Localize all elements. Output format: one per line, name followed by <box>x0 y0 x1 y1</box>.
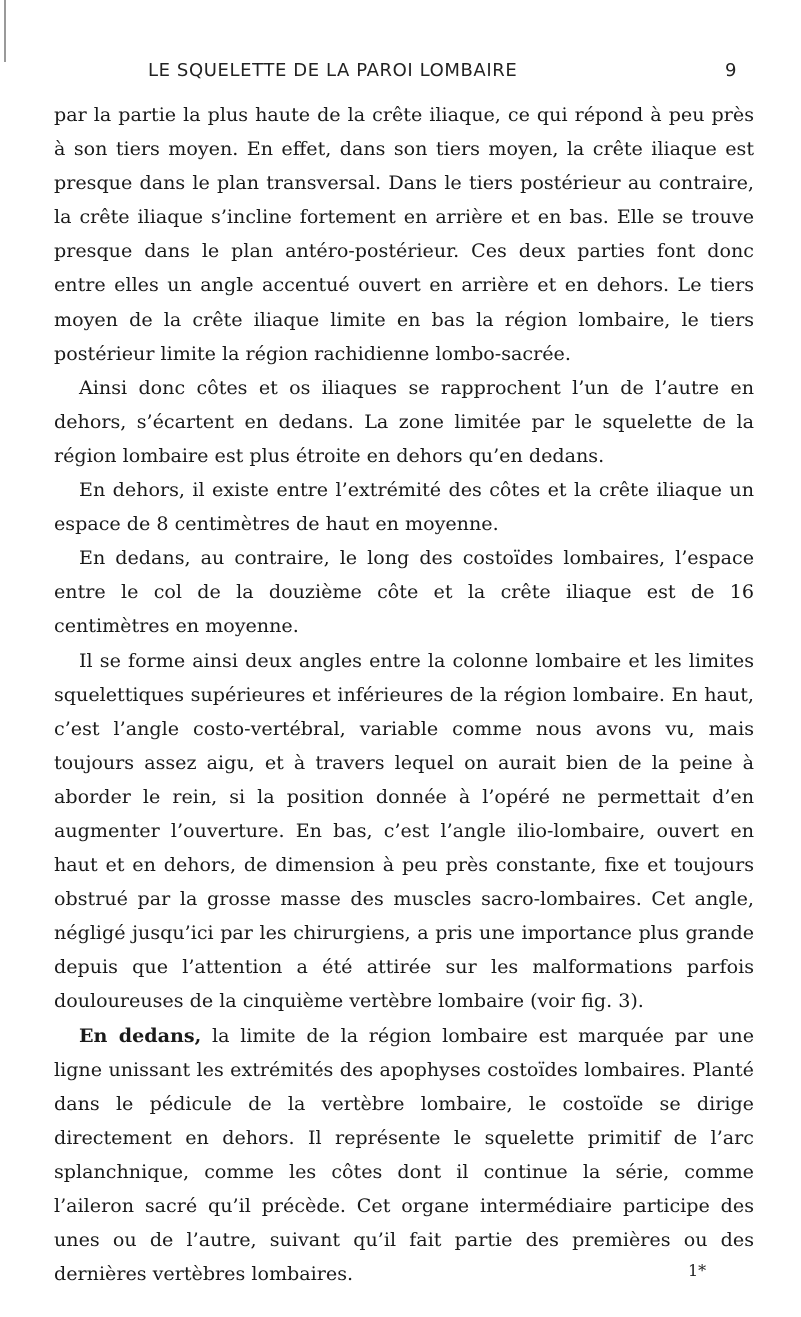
page-number: 9 <box>724 60 737 81</box>
running-header <box>148 60 737 88</box>
paragraph-6-text: la limite de la région lombaire est marquée par une ligne unissant les extrémités des apophyses costoïdes lombaires. Planté dans le pédicule de la vertèbre lombaire, le costoïde se dirige directement en dehors. Il représente le squelette primitif de l’arc splanchnique, comme les côtes dont il continue la série, comme l’aileron sacré qu’il précède. Cet organe intermédiaire participe des unes ou de l’autre, suivant qu’il fait partie des premières ou des dernières vertèbres lombaires. <box>54 1023 754 1286</box>
paragraph-6-lead: En dedans, <box>79 1023 202 1047</box>
paragraph-6 <box>54 1019 754 1292</box>
body-text <box>54 98 754 1291</box>
page-edge-line <box>4 0 6 62</box>
running-title: LE SQUELETTE DE LA PAROI LOMBAIRE <box>148 60 518 81</box>
paragraph-1: par la partie la plus haute de la crête iliaque, ce qui répond à peu près à son tiers moyen. En effet, dans son tiers moyen, la crête iliaque est presque dans le plan transversal. Dans le tiers postérieur au contraire, la crête iliaque s’incline fortement en arrière et en bas. Elle se trouve presque dans le plan antéro-postérieur. Ces deux parties font donc entre elles un angle accentué ouvert en arrière et en dehors. Le tiers moyen de la crête iliaque limite en bas la région lombaire, le tiers postérieur limite la région rachidienne lombo-sacrée. <box>54 103 754 365</box>
signature-mark: 1* <box>688 1261 707 1280</box>
paragraph-4: En dedans, au contraire, le long des costoïdes lombaires, l’espace entre le col de la douzième côte et la crête iliaque est de 16 centimètres en moyenne. <box>54 546 754 638</box>
paragraph-2: Ainsi donc côtes et os iliaques se rapprochent l’un de l’autre en dehors, s’écartent en dedans. La zone limitée par le squelette de la région lombaire est plus étroite en dehors qu’en dedans. <box>54 375 754 467</box>
paragraph-3: En dehors, il existe entre l’extrémité des côtes et la crête iliaque un espace de 8 centimètres de haut en moyenne. <box>54 478 754 536</box>
paragraph-5: Il se forme ainsi deux angles entre la colonne lombaire et les limites squelettiques supérieures et inférieures de la région lombaire. En haut, c’est l’angle costo-vertébral, variable comme nous avons vu, mais toujours assez aigu, et à travers lequel on aurait bien de la peine à aborder le rein, si la position donnée à l’opéré ne permettait d’en augmenter l’ouverture. En bas, c’est l’angle ilio-lombaire, ouvert en haut et en dehors, de dimension à peu près constante, fixe et toujours obstrué par la grosse masse des muscles sacro-lombaires. Cet angle, négligé jusqu’ici par les chirurgiens, a pris une importance plus grande depuis que l’attention a été attirée sur les malformations parfois douloureuses de la cinquième vertèbre lombaire (voir fig. 3). <box>54 648 754 1013</box>
